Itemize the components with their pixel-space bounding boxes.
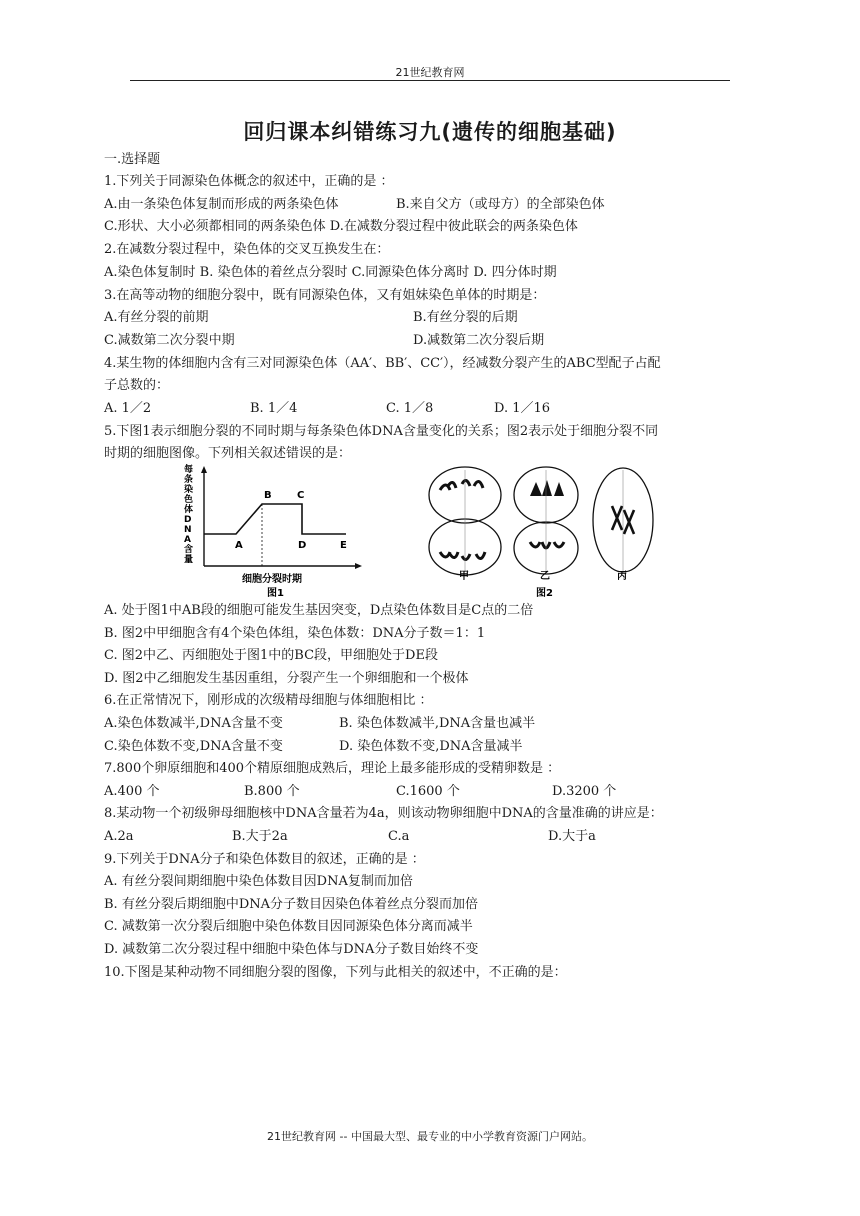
q7-option-c: C.1600 个 xyxy=(396,784,460,799)
q3-option-a: A.有丝分裂的前期 xyxy=(104,310,209,325)
q9-option-b: B. 有丝分裂后期细胞中DNA分子数目因染色体着丝点分裂而加倍 xyxy=(104,897,479,912)
cell-bing xyxy=(593,468,653,572)
q7-stem: 7.800个卵原细胞和400个精原细胞成熟后，理论上最多能形成的受精卵数是 ： xyxy=(104,761,561,776)
header-rule xyxy=(130,80,730,81)
q10-stem: 10.下图是某种动物不同细胞分裂的图像，下列与此相关的叙述中，不正确的是： xyxy=(104,965,567,980)
page-title: 回归课本纠错练习九(遗传的细胞基础) xyxy=(243,120,617,144)
q4-option-a: A. 1／2 xyxy=(104,401,152,416)
q9-option-c: C. 减数第一次分裂后细胞中染色体数目因同源染色体分离而减半 xyxy=(104,919,473,934)
fig1-y-arrow xyxy=(201,466,207,473)
q9-option-a: A. 有丝分裂间期细胞中染色体数目因DNA复制而加倍 xyxy=(104,874,413,889)
fig1-ylabel-char: 每 xyxy=(184,465,194,475)
q4-option-d: D. 1／16 xyxy=(494,401,551,416)
q5-option-c: C. 图2中乙、丙细胞处于图1中的BC段，甲细胞处于DE段 xyxy=(104,648,438,663)
q5-stem-line2: 时期的细胞图像。下列相关叙述错误的是： xyxy=(104,446,352,461)
q4-stem-line2: 子总数的： xyxy=(104,378,170,393)
fig2-caption: 图2 xyxy=(536,588,553,599)
fig1-curve xyxy=(204,504,346,534)
cell-label-yi: 乙 xyxy=(540,571,550,582)
q4-stem-line1: 4.某生物的体细胞内含有三对同源染色体（AA′、BB′、CC′），经减数分裂产生的ABC型配子占配 xyxy=(104,356,661,371)
fig1-x-arrow xyxy=(355,563,362,569)
q3-stem: 3.在高等动物的细胞分裂中，既有同源染色体，又有姐妹染色单体的时期是： xyxy=(104,288,546,303)
q6-option-d: D. 染色体数不变,DNA含量减半 xyxy=(339,739,523,754)
fig1-ylabel-char: 体 xyxy=(184,505,194,515)
q4-option-b: B. 1／4 xyxy=(250,401,298,416)
q7-option-b: B.800 个 xyxy=(244,784,300,799)
fig1-ylabel-char: D xyxy=(184,515,192,525)
q1-stem: 1.下列关于同源染色体概念的叙述中，正确的是 ： xyxy=(104,174,394,189)
q9-option-d: D. 减数第二次分裂过程中细胞中染色体与DNA分子数目始终不变 xyxy=(104,942,479,957)
q5-option-a: A. 处于图1中AB段的细胞可能发生基因突变，D点染色体数目是C点的二倍 xyxy=(104,603,534,618)
fig1-ylabel-char: 染 xyxy=(184,485,194,495)
cell-label-bing: 丙 xyxy=(617,571,627,582)
fig1-ylabel-char: 条 xyxy=(184,475,194,485)
fig1-point-a: A xyxy=(235,540,243,551)
q5-option-d: D. 图2中乙细胞发生基因重组，分裂产生一个卵细胞和一个极体 xyxy=(104,671,469,686)
q8-option-c: C.a xyxy=(388,829,410,844)
cell-jia xyxy=(429,467,501,575)
q8-option-d: D.大于a xyxy=(548,829,596,844)
figure-2-cells xyxy=(418,462,668,600)
q8-option-a: A.2a xyxy=(104,829,134,844)
q6-option-c: C.染色体数不变,DNA含量不变 xyxy=(104,739,283,754)
fig1-point-d: D xyxy=(298,540,307,551)
q6-option-a: A.染色体数减半,DNA含量不变 xyxy=(104,716,283,731)
q3-option-b: B.有丝分裂的后期 xyxy=(413,310,518,325)
fig1-ylabel-char: 量 xyxy=(184,555,194,565)
q8-stem: 8.某动物一个初级卵母细胞核中DNA含量若为4a，则该动物卵细胞中DNA的含量准确的讲应是： xyxy=(104,806,663,821)
q7-option-a: A.400 个 xyxy=(104,784,160,799)
q9-stem: 9.下列关于DNA分子和染色体数目的叙述，正确的是 ： xyxy=(104,852,425,867)
section-heading: 一.选择题 xyxy=(104,152,161,167)
cell-label-jia: 甲 xyxy=(459,571,469,582)
q3-option-d: D.减数第二次分裂后期 xyxy=(413,333,545,348)
fig1-point-b: B xyxy=(264,490,272,501)
q7-option-d: D.3200 个 xyxy=(552,784,617,799)
q4-option-c: C. 1／8 xyxy=(386,401,434,416)
q1-option-a: A.由一条染色体复制而形成的两条染色体 xyxy=(104,197,339,212)
q1-option-b: B.来自父方（或母方）的全部染色体 xyxy=(396,197,605,212)
q2-stem: 2.在减数分裂过程中，染色体的交叉互换发生在： xyxy=(104,242,390,257)
page-footer: 21世纪教育网 -- 中国最大型、最专业的中小学教育资源门户网站。 xyxy=(267,1130,593,1143)
fig1-ylabel-char: 色 xyxy=(184,495,194,505)
q3-option-c: C.减数第二次分裂中期 xyxy=(104,333,235,348)
q1-option-cd: C.形状、大小必须都相同的两条染色体 D.在减数分裂过程中彼此联会的两条染色体 xyxy=(104,219,578,234)
fig1-caption: 图1 xyxy=(267,588,284,599)
fig1-ylabel-char: N xyxy=(184,525,192,535)
fig1-point-e: E xyxy=(340,540,347,551)
cell-yi xyxy=(514,467,578,574)
q5-stem-line1: 5.下图1表示细胞分裂的不同时期与每条染色体DNA含量变化的关系；图2表示处于细胞分裂不同 xyxy=(104,424,659,439)
q5-option-b: B. 图2中甲细胞含有4个染色体组，染色体数：DNA分子数＝1：1 xyxy=(104,626,486,641)
q8-option-b: B.大于2a xyxy=(232,829,288,844)
page-header: 21世纪教育网 xyxy=(395,66,465,79)
fig1-ylabel-column xyxy=(183,463,193,565)
fig1-ylabel-char: 含 xyxy=(184,545,194,555)
figure-1-graph xyxy=(176,462,366,600)
q6-stem: 6.在正常情况下，刚形成的次级精母细胞与体细胞相比 ： xyxy=(104,693,433,708)
q6-option-b: B. 染色体数减半,DNA含量也减半 xyxy=(339,716,536,731)
q2-options: A.染色体复制时 B. 染色体的着丝点分裂时 C.同源染色体分离时 D. 四分体时期 xyxy=(104,265,557,280)
fig1-xlabel: 细胞分裂时期 xyxy=(242,574,302,585)
fig1-point-c: C xyxy=(297,490,305,501)
fig1-ylabel-char: A xyxy=(184,535,191,545)
